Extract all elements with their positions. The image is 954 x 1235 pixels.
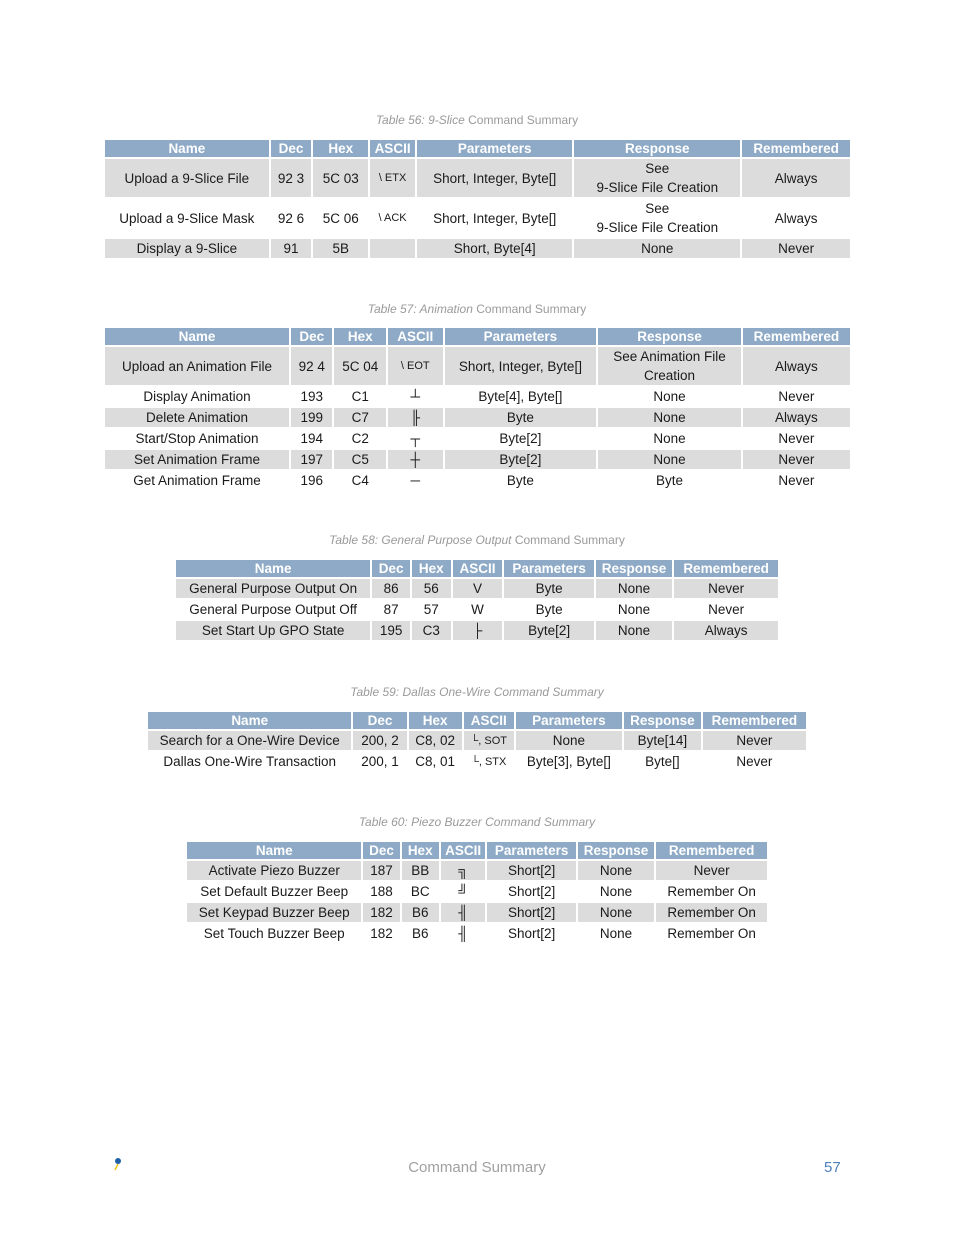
table-cell: 5C 06 [322,210,359,226]
table-cell: ┼ [388,450,443,469]
table-cell: None [653,389,686,404]
table-cell: Short, Integer, Byte[] [445,347,597,385]
table-cell: Remember On [656,903,767,922]
column-header: Response [596,560,672,577]
table-cell: Always [774,210,818,226]
column-header: Response [578,842,655,859]
table-cell: See Animation File Creation [598,347,741,385]
table-cell: V [453,579,503,598]
table-cell: ┬ [410,431,421,446]
table-cell: None [617,602,651,617]
table-cell: None [599,884,633,899]
table-row [105,239,850,258]
table-cell: Delete Animation [105,408,289,427]
table-58 [174,558,780,642]
table-cell: 195 [372,621,410,640]
table-cell: Byte[] [645,754,680,769]
table-57-caption [0,302,954,316]
table-cell: Byte[2] [445,450,597,469]
table-cell: ├ [453,621,503,640]
table-cell: 199 [291,408,332,427]
table-cell: None [574,239,740,258]
table-cell: Never [778,473,815,488]
table-cell: None [578,861,655,880]
header-row [105,140,850,157]
table-row [176,579,778,598]
table-cell: Search for a One-Wire Device [148,731,351,750]
table-cell: Short[2] [507,926,556,941]
column-header: Parameters [417,140,573,157]
table-cell: Never [708,602,745,617]
table-cell: 56 [412,579,451,598]
caption-rest: Command Summary [464,113,579,127]
table-cell: Never [778,431,815,446]
table-cell: Set Start Up GPO State [176,621,370,640]
table-cell: Never [674,579,778,598]
column-header: Remembered [743,328,850,345]
caption-italic: Table 57: Animation [367,302,473,316]
table-cell: Never [656,861,767,880]
table-cell: C2 [351,431,369,446]
table-cell: ╟ [388,408,443,427]
table-cell: 5C 04 [334,347,386,385]
table-57 [103,326,852,492]
column-header: Name [105,140,269,157]
caption-rest: Command Summary [472,302,587,316]
table-cell: 92 4 [291,347,332,385]
table-cell: ╝ [458,884,468,899]
table-row [105,408,850,427]
table-cell: Dallas One-Wire Transaction [163,754,336,769]
table-cell: \ ACK [378,212,407,224]
table-56-caption [0,113,954,127]
table-cell: Remember On [667,926,756,941]
table-cell: 193 [300,389,323,404]
table-cell: Set Touch Buzzer Beep [203,926,345,941]
table-cell: \ ETX [370,159,415,197]
table-cell: Set Default Buzzer Beep [200,884,349,899]
table-59 [146,710,808,773]
column-header: Response [598,328,741,345]
table-cell: 92 6 [277,210,305,226]
table-cell: Upload a 9-Slice Mask [119,210,255,226]
table-cell: Short[2] [487,861,575,880]
table-cell: Activate Piezo Buzzer [187,861,361,880]
table-row [187,861,767,880]
table-row [187,924,767,943]
table-cell: BC [410,884,430,899]
table-cell: BB [402,861,439,880]
table-cell: Short, Integer, Byte[] [433,210,557,226]
table-cell: None [599,926,633,941]
table-cell: Always [743,347,850,385]
table-cell: C8, 02 [409,731,462,750]
table-cell: Byte[2] [504,621,594,640]
table-row [105,159,850,197]
table-row [187,882,767,901]
table-cell: None [598,408,741,427]
table-cell: Byte[4], Byte[] [478,389,563,404]
column-header: Hex [313,140,368,157]
column-header: Remembered [703,712,806,729]
column-header: Parameters [445,328,597,345]
table-row [105,429,850,448]
table-cell: ╗ [441,861,486,880]
table-60-caption [0,815,954,829]
column-header: ASCII [441,842,486,859]
table-cell: C1 [351,389,369,404]
column-header: Name [148,712,351,729]
table-60 [185,840,769,945]
column-header: Parameters [504,560,594,577]
table-cell: Short, Integer, Byte[] [417,159,573,197]
table-cell: Never [743,450,850,469]
column-header: Response [624,712,701,729]
table-cell: 86 [372,579,410,598]
table-cell: None [516,731,622,750]
table-cell: ┴ [410,389,421,404]
table-cell: C8, 01 [415,754,455,769]
column-header: Hex [402,842,439,859]
caption-italic: Table 56: 9-Slice [375,113,465,127]
table-cell: Always [743,408,850,427]
table-cell: Set Animation Frame [105,450,289,469]
table-cell: 188 [370,884,393,899]
table-cell: C3 [412,621,451,640]
table-cell: 57 [423,602,439,617]
header-row [187,842,767,859]
column-header: ASCII [453,560,503,577]
table-cell: Upload an Animation File [105,347,289,385]
table-cell: ╢ [458,926,468,941]
column-header: Dec [271,140,312,157]
table-cell: 200, 2 [353,731,406,750]
column-header: ASCII [464,712,514,729]
table-cell: Always [742,159,850,197]
table-cell: 91 [271,239,312,258]
table-cell: 5C 03 [313,159,368,197]
header-row [176,560,778,577]
table-cell: 200, 1 [361,754,399,769]
table-cell: Display a 9-Slice [105,239,269,258]
table-cell: Short, Byte[4] [417,239,573,258]
table-cell: \ EOT [388,347,443,385]
caption-italic: Table 59: Dallas One-Wire Command Summary [350,685,604,699]
caption-italic: Table 60: Piezo Buzzer Command Summary [358,815,596,829]
column-header: Parameters [516,712,622,729]
table-cell: Byte[2] [499,431,542,446]
table-cell: See 9-Slice File Creation [596,201,719,235]
table-cell: Byte[3], Byte[] [526,754,611,769]
column-header: ASCII [370,140,415,157]
table-cell: Byte [506,473,534,488]
table-58-caption [0,533,954,547]
column-header: Dec [372,560,410,577]
table-cell: Never [703,731,806,750]
table-cell: Never [736,754,773,769]
column-header: Remembered [656,842,767,859]
table-cell: B6 [402,903,439,922]
table-cell: Byte [504,579,594,598]
column-header: Name [176,560,370,577]
table-cell: 5B [313,239,368,258]
table-row [176,621,778,640]
table-cell: W [471,602,484,617]
table-cell: None [596,621,672,640]
table-row [105,199,850,237]
table-cell: None [598,450,741,469]
table-cell: Remember On [667,884,756,899]
table-cell: Byte [445,408,597,427]
table-cell: None [596,579,672,598]
column-header: Hex [409,712,462,729]
table-row [105,347,850,385]
table-cell: C7 [334,408,386,427]
table-row [176,600,778,619]
table-cell: 197 [291,450,332,469]
table-cell: Never [742,239,850,258]
table-cell: B6 [411,926,429,941]
table-row [105,471,850,490]
table-cell: Set Keypad Buzzer Beep [187,903,361,922]
table-cell: Get Animation Frame [133,473,261,488]
table-cell: Byte[14] [624,731,701,750]
table-cell: Display Animation [143,389,251,404]
table-row [105,387,850,406]
table-cell: Byte [656,473,684,488]
table-59-caption [0,685,954,699]
column-header: Remembered [742,140,850,157]
table-cell: Never [778,389,815,404]
table-cell: ╢ [441,903,486,922]
table-cell: 182 [370,926,393,941]
table-row [148,731,806,750]
table-cell: 92 3 [271,159,312,197]
table-cell: Short[2] [507,884,556,899]
table-cell: 187 [363,861,399,880]
column-header: Dec [353,712,406,729]
table-cell: See 9-Slice File Creation [574,159,740,197]
table-cell: Upload a 9-Slice File [105,159,269,197]
table-cell: 182 [363,903,399,922]
column-header: Name [187,842,361,859]
table-cell: └, STX [471,755,507,768]
page-number: 57 [824,1159,841,1176]
table-row [105,450,850,469]
caption-italic: Table 58: General Purpose Output [329,533,512,547]
header-row [105,328,850,345]
table-cell: Start/Stop Animation [135,431,259,446]
column-header: Name [105,328,289,345]
header-row [148,712,806,729]
column-header: ASCII [388,328,443,345]
table-cell [370,239,415,258]
column-header: Hex [334,328,386,345]
column-header: Parameters [487,842,575,859]
caption-rest: Command Summary [511,533,625,547]
column-header: Dec [363,842,399,859]
table-cell: None [578,903,655,922]
column-header: Remembered [674,560,778,577]
table-cell: Short[2] [487,903,575,922]
column-header: Response [574,140,740,157]
table-cell: 194 [300,431,323,446]
table-cell: └, SOT [464,731,514,750]
column-header: Dec [291,328,332,345]
table-cell: General Purpose Output Off [189,602,358,617]
table-row [187,903,767,922]
table-cell: 196 [300,473,323,488]
table-row [148,752,806,771]
table-56 [103,138,852,260]
table-cell: 87 [383,602,399,617]
table-cell: Byte [535,602,563,617]
table-cell: C5 [334,450,386,469]
table-cell: C4 [351,473,369,488]
table-cell: None [653,431,686,446]
column-header: Hex [412,560,451,577]
table-cell: ─ [410,473,421,488]
footer-title: Command Summary [408,1159,546,1176]
table-cell: General Purpose Output On [176,579,370,598]
table-cell: Always [674,621,778,640]
